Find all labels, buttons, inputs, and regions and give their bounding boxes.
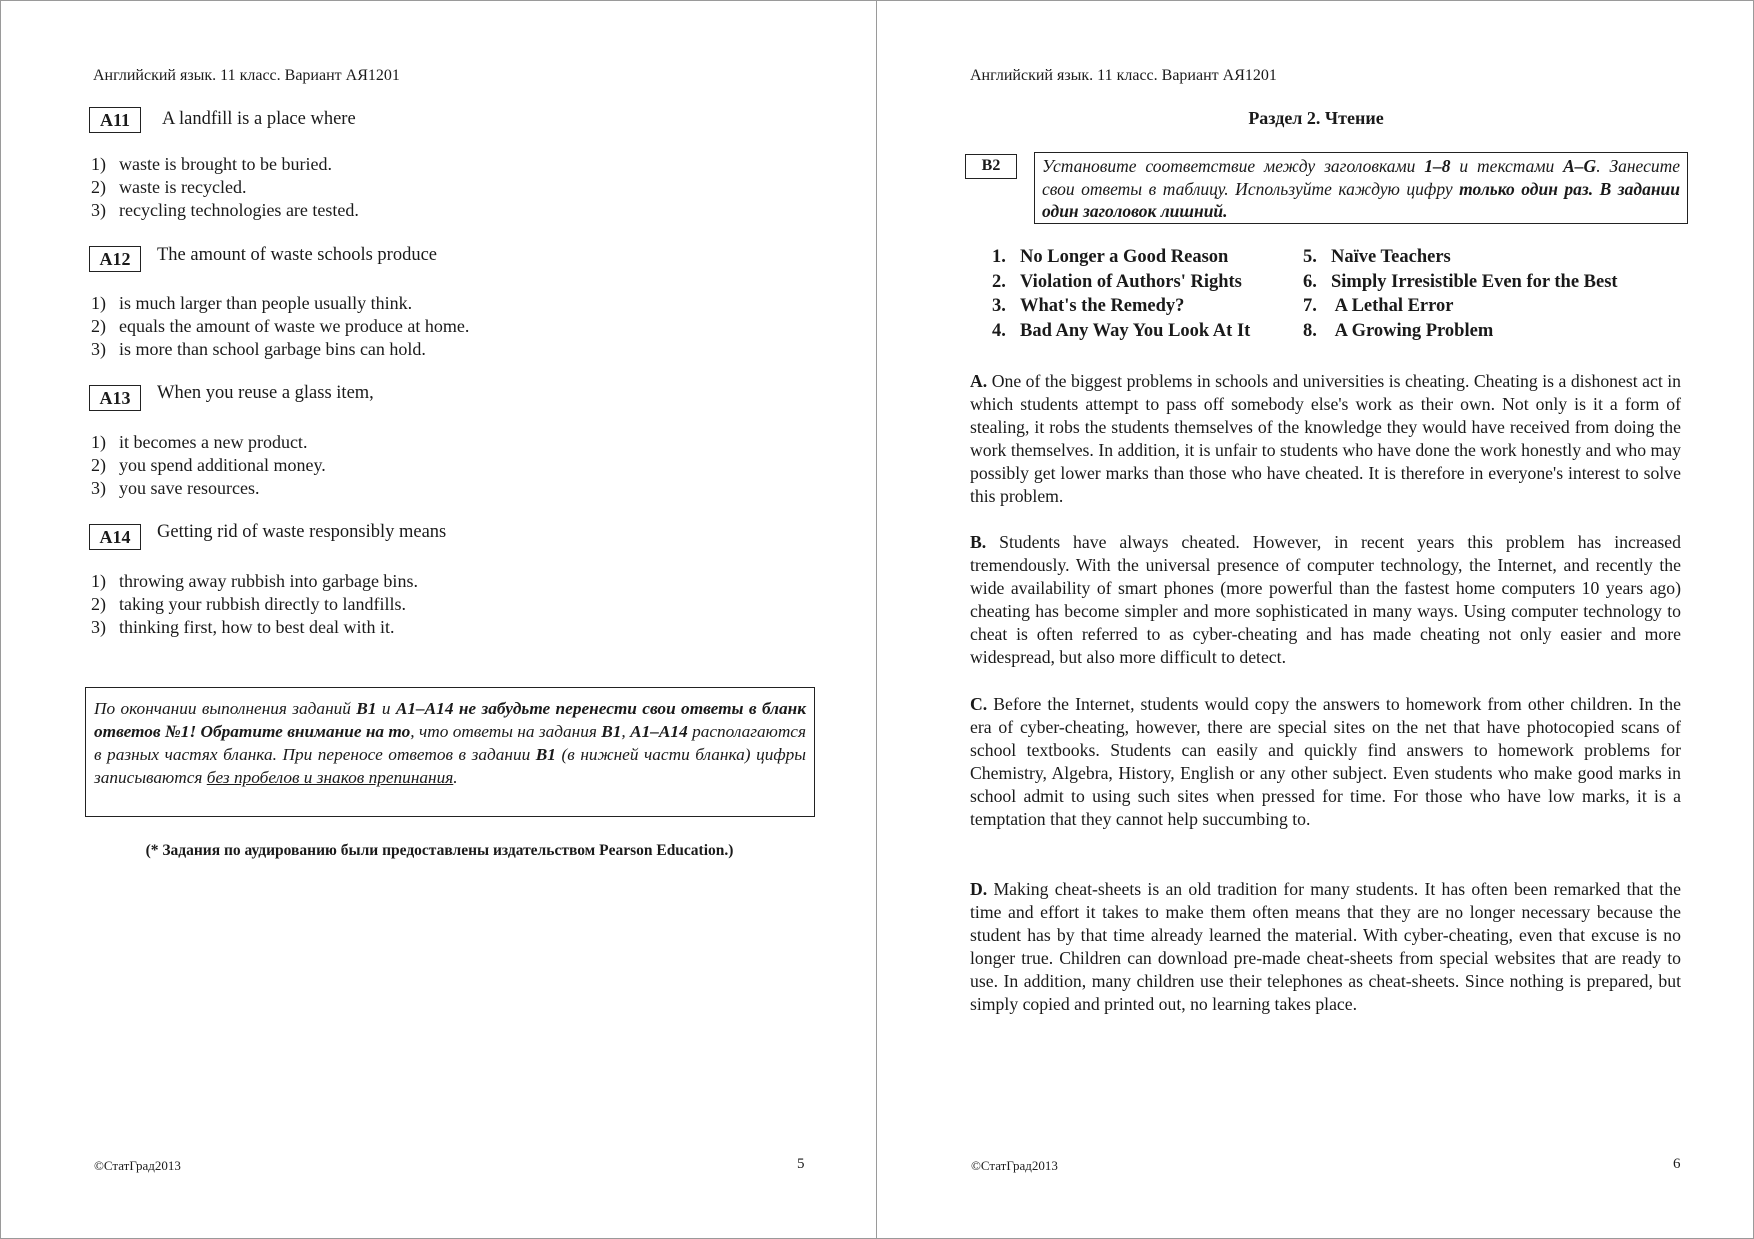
option-item: 1) waste is brought to be buried. — [91, 154, 332, 174]
transfer-answers-note: По окончании выполнения заданий B1 и A1–A14 не забудьте перенести свои ответы в бланк ответов №1! Обратите внимание на то, что ответы на задания B1, A1–A14 располагаются в разных частях бланка. При переносе ответов в задании B1 (в нижней части бланка) цифры записываются без пробелов и знаков препинания. — [85, 687, 815, 817]
heading-item: 7. A Lethal Error — [1303, 296, 1454, 316]
task-question: Getting rid of waste responsibly means — [157, 522, 447, 542]
task-a13 — [89, 383, 374, 411]
page-number: 6 — [1673, 1156, 1681, 1172]
task-label: A12 — [89, 246, 141, 272]
page-header: Английский язык. 11 класс. Вариант АЯ1201 — [93, 67, 400, 84]
headings-list-left — [992, 245, 1250, 343]
listening-credit: (* Задания по аудированию были предоставлены издательством Pearson Education.) — [145, 842, 734, 859]
text-b: B. Students have always cheated. However, in recent years this problem has increased tremendously. With the universal presence of computer technology, the Internet, and recently the wide availability of smart phones (more powerful than the fastest home computers 10 years ago) cheating has become simpler and more sophisticated in many ways. Using computer technology to cheat is often referred to as cyber-cheating and has made cheating not only easier and more widespread, but also more difficult to detect. — [970, 532, 1681, 667]
page-number: 5 — [797, 1156, 805, 1172]
text-c: C. Before the Internet, students would copy the answers to homework from other children. In the era of cyber-cheating, however, there are special sites on the net that have photocopied scans of school textbooks. Students can easily and quickly find answers to homework problems for Chemistry, Algebra, History, English or any other subject. Even students who make good marks in school admit to using such sites when pressed for time. For those who have low marks, it is a temptation that they cannot help succumbing to. — [970, 694, 1682, 829]
task-a11 — [89, 107, 356, 133]
option-item: 2) equals the amount of waste we produce at home. — [91, 316, 470, 336]
option-item: 2) taking your rubbish directly to landfills. — [91, 594, 406, 614]
headings-list-right — [1303, 245, 1618, 343]
task-question: When you reuse a glass item, — [157, 383, 374, 403]
option-item: 3) you save resources. — [91, 478, 260, 498]
footer-copyright: ©СтатГрад2013 — [971, 1158, 1058, 1173]
option-item: 1) is much larger than people usually think. — [91, 293, 413, 313]
task-label: A14 — [89, 524, 141, 550]
task-label: A11 — [89, 107, 141, 133]
task-question: The amount of waste schools produce — [157, 245, 437, 265]
text-d: D. Making cheat-sheets is an old tradition for many students. It has often been remarked that the time and effort it takes to make them often means that they are no longer necessary because the student has by that time already learned the material. With cyber-cheating, even that excuse is no longer true. Children can download pre-made cheat-sheets from special websites that are ready to use. In addition, many children use their telephones as cheat-sheets. Since nothing is prepared, but simply copied and printed out, no learning takes place. — [970, 879, 1681, 1014]
option-item: 3) is more than school garbage bins can hold. — [91, 339, 426, 359]
task-label: A13 — [89, 385, 141, 411]
page-header: Английский язык. 11 класс. Вариант АЯ1201 — [970, 67, 1277, 84]
footer-copyright: ©СтатГрад2013 — [94, 1158, 181, 1173]
heading-item: 6. Simply Irresistible Even for the Best — [1303, 271, 1618, 292]
task-a11-options — [91, 153, 359, 222]
heading-item: 1. No Longer a Good Reason — [992, 247, 1229, 267]
heading-item: 5. Naïve Teachers — [1303, 247, 1451, 267]
task-a12-options — [91, 292, 469, 361]
option-item: 3) recycling technologies are tested. — [91, 200, 359, 220]
section-title: Раздел 2. Чтение — [1248, 108, 1384, 128]
heading-item: 4. Bad Any Way You Look At It — [992, 320, 1251, 341]
heading-item: 3. What's the Remedy? — [992, 296, 1185, 316]
task-a13-options — [91, 431, 326, 500]
heading-item: 2. Violation of Authors' Rights — [992, 271, 1242, 292]
text-a: A. One of the biggest problems in schools and universities is cheating. Cheating is a dishonest act in which students attempt to pass off somebody else's work as their own. Not only is it a form of stealing, it robs the students themselves of the knowledge they would have received from doing the work themselves. In addition, it is unfair to students who have done the work honestly and who may possibly get lower marks than those who have cheated. It is therefore in everyone's interest to solve this problem. — [970, 371, 1682, 506]
task-a12 — [89, 245, 437, 272]
option-item: 3) thinking first, how to best deal with it. — [91, 617, 395, 637]
option-item: 2) you spend additional money. — [91, 455, 326, 475]
option-item: 1) throwing away rubbish into garbage bins. — [91, 571, 418, 591]
task-a14-options — [91, 570, 418, 639]
task-label: B2 — [965, 154, 1017, 179]
heading-item: 8. A Growing Problem — [1303, 320, 1494, 341]
page-right — [876, 0, 1754, 1239]
task-a14 — [89, 522, 447, 550]
option-item: 2) waste is recycled. — [91, 177, 247, 197]
task-question: A landfill is a place where — [162, 109, 356, 129]
option-item: 1) it becomes a new product. — [91, 432, 308, 452]
b2-instruction: Установите соответствие между заголовками 1–8 и текстами A–G. Занесите свои ответы в таблицу. Используйте каждую цифру только один раз. В задании один заголовок лишний. — [1034, 152, 1688, 224]
